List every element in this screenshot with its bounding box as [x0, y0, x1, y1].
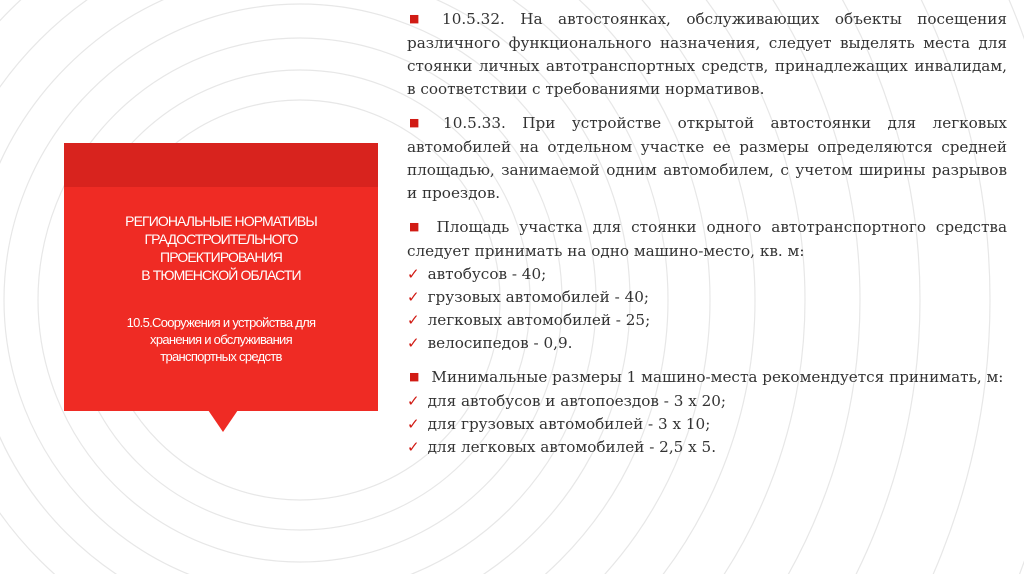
- paragraph-text: Площадь участка для стоянки одного автотранспортного средства следует принимать на одно машино-место, кв. м:: [407, 218, 1007, 260]
- list-item: [407, 286, 1007, 309]
- square-bullet-icon: ■: [409, 220, 425, 233]
- paragraph-area-norms: [407, 216, 1007, 263]
- list-item: [407, 263, 1007, 286]
- content-area: [407, 8, 1007, 470]
- list-item-text: велосипедов - 0,9.: [427, 334, 573, 352]
- paragraph-text: 10.5.33. При устройстве открытой автостоянки для легковых автомобилей на отдельном участке ее размеры определяются средней площадью, занимаемой одним автомобилем, с учетом ширины разрывов и проездов.: [407, 114, 1007, 202]
- list-item-text: грузовых автомобилей - 40;: [427, 288, 650, 306]
- list-item-text: для грузовых автомобилей - 3 х 10;: [427, 415, 711, 433]
- list-item-text: для легковых автомобилей - 2,5 х 5.: [427, 438, 717, 456]
- list-item: [407, 390, 1007, 413]
- square-bullet-icon: ■: [409, 370, 420, 383]
- panel-title: РЕГИОНАЛЬНЫЕ НОРМАТИВЫ ГРАДОСТРОИТЕЛЬНОГО ПРОЕКТИРОВАНИЯ В ТЮМЕНСКОЙ ОБЛАСТИ: [125, 213, 317, 283]
- list-item-text: легковых автомобилей - 25;: [427, 311, 651, 329]
- check-mark-icon: ✓: [407, 415, 420, 433]
- list-item: [407, 332, 1007, 355]
- paragraph-10-5-33: [407, 112, 1007, 205]
- check-mark-icon: ✓: [407, 392, 420, 410]
- check-mark-icon: ✓: [407, 288, 420, 306]
- list-item: [407, 413, 1007, 436]
- check-mark-icon: ✓: [407, 311, 420, 329]
- list-item: [407, 309, 1007, 332]
- check-mark-icon: ✓: [407, 438, 420, 456]
- list-item: [407, 436, 1007, 459]
- panel-subtitle: 10.5.Сооружения и устройства для хранения и обслуживания транспортных средств: [126, 315, 316, 364]
- min-sizes-list: [407, 390, 1007, 459]
- area-norms-list: [407, 263, 1007, 355]
- title-panel-band: [64, 143, 378, 187]
- paragraph-text: Минимальные размеры 1 машино-места рекомендуется принимать, м:: [431, 368, 1004, 386]
- list-item-text: автобусов - 40;: [427, 265, 547, 283]
- title-panel-pointer: [208, 410, 238, 432]
- paragraph-10-5-32: [407, 8, 1007, 101]
- check-mark-icon: ✓: [407, 334, 420, 352]
- paragraph-text: 10.5.32. На автостоянках, обслуживающих объекты посещения различного функционального назначения, следует выделять места для стоянки личных автотранспортных средств, принадлежащих инвалидам, в соответствии с требованиями нормативов.: [407, 10, 1007, 98]
- square-bullet-icon: ■: [409, 12, 431, 25]
- list-item-text: для автобусов и автопоездов - 3 х 20;: [427, 392, 727, 410]
- square-bullet-icon: ■: [409, 116, 432, 129]
- paragraph-min-sizes: [407, 366, 1007, 390]
- check-mark-icon: ✓: [407, 265, 420, 283]
